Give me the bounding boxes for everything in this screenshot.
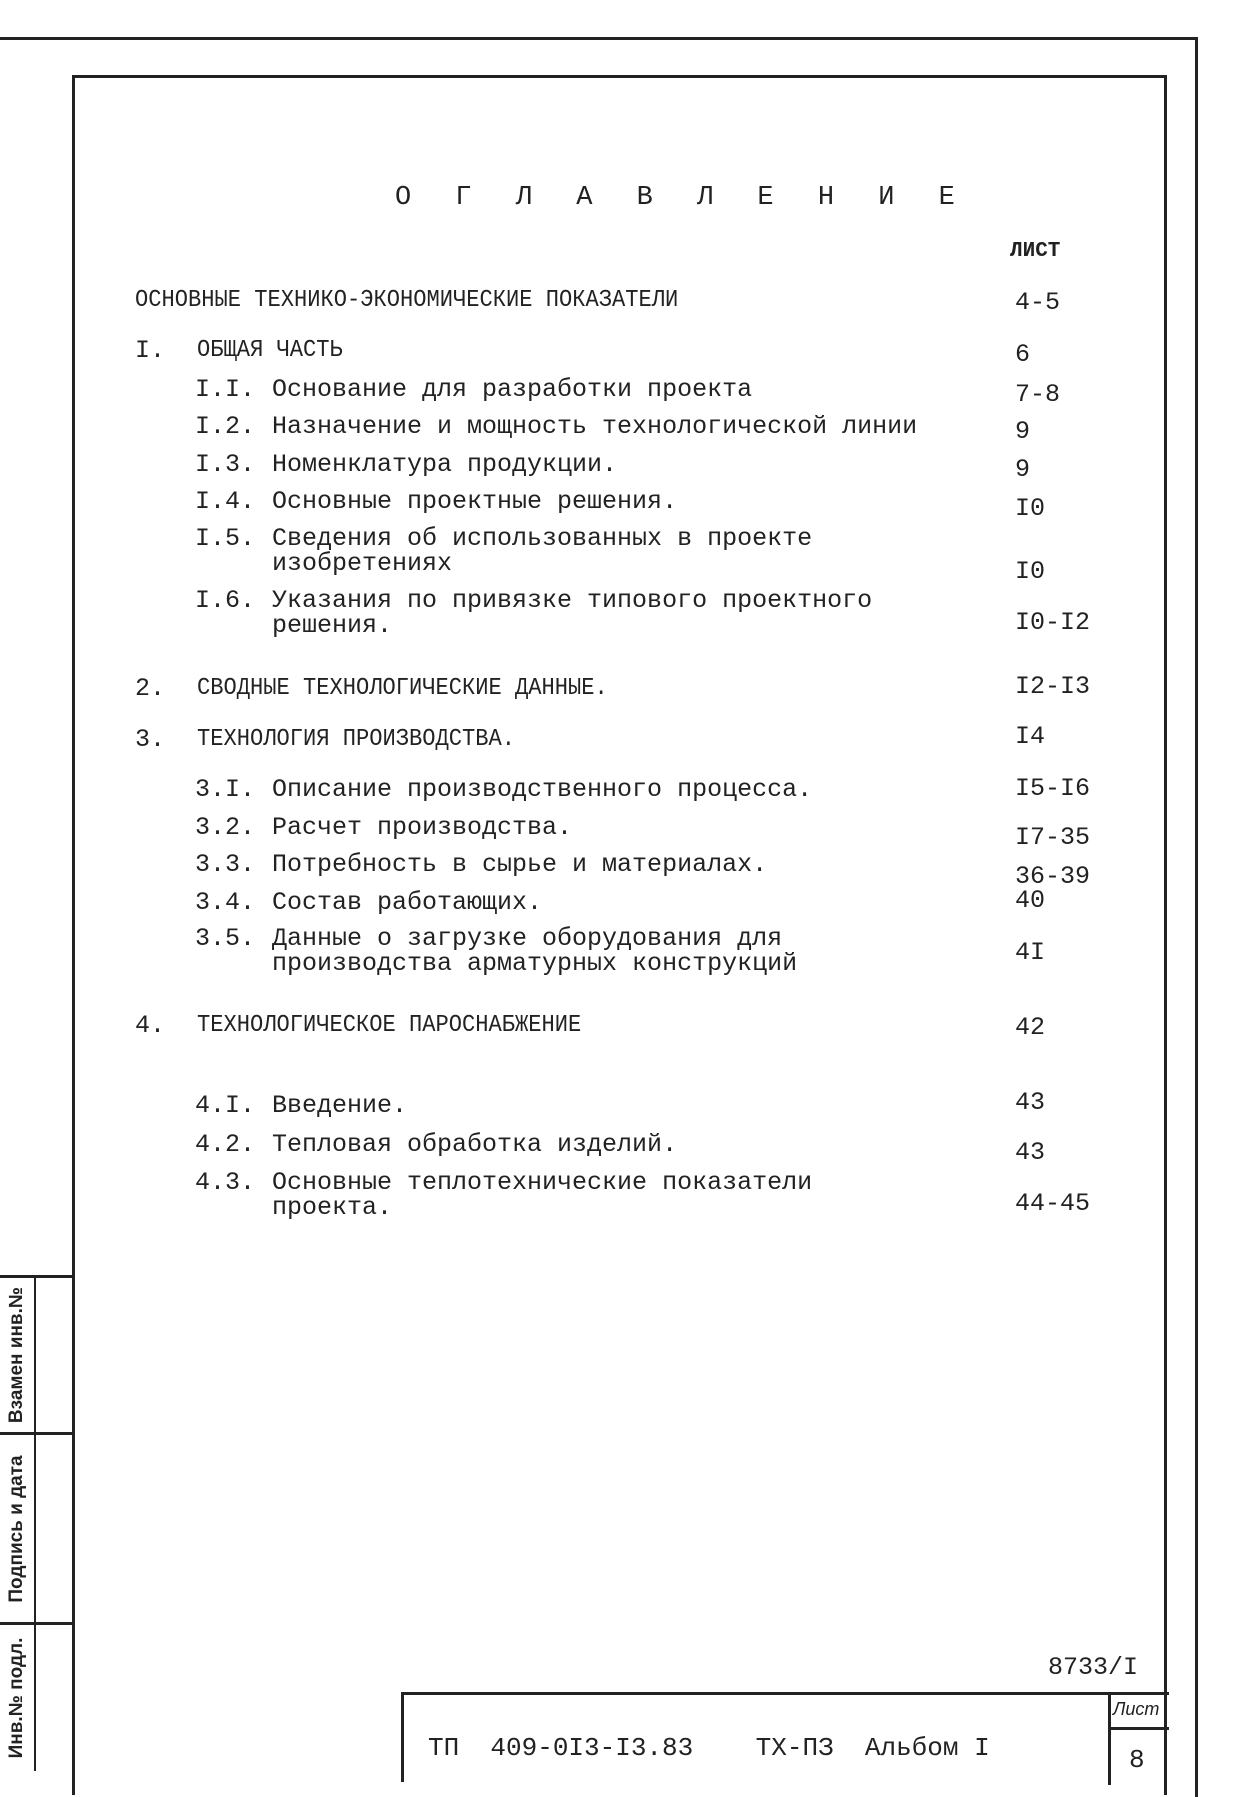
toc-entry-title: ОСНОВНЫЕ ТЕХНИКО-ЭКОНОМИЧЕСКИЕ ПОКАЗАТЕЛИ	[135, 287, 679, 314]
toc-entry-title: Состав работающих.	[272, 888, 543, 917]
toc-entry-pages: 4I	[1015, 938, 1046, 967]
sheet-divider	[1111, 1727, 1169, 1730]
toc-entry-pages: 36-39	[1015, 862, 1091, 891]
toc-entry-number: I.6.	[195, 586, 256, 615]
sheet-cell	[1108, 1695, 1169, 1785]
stamp-replace-inv-label: Взамен инв.№	[6, 1286, 27, 1424]
toc-entry-pages: 7-8	[1015, 380, 1061, 409]
toc-entry-title: Описание производственного процесса.	[272, 775, 813, 804]
toc-entry-pages: I7-35	[1015, 823, 1091, 852]
stamp-inv-original	[0, 1622, 72, 1771]
toc-entry-title: Основные теплотехнические показатели проекта.	[272, 1168, 813, 1222]
stamp-replace-inv	[0, 1275, 72, 1432]
page-title: О Г Л А В Л Е Н И Е	[395, 183, 969, 213]
toc-entry-title: Расчет производства.	[272, 813, 573, 842]
toc-entry-number: 4.	[135, 1011, 166, 1040]
toc-entry-number: 2.	[135, 674, 166, 703]
toc-entry-number: I.5.	[195, 524, 256, 553]
toc-entry-title: ТЕХНОЛОГИЧЕСКОЕ ПАРОСНАБЖЕНИЕ	[197, 1012, 582, 1039]
toc-entry-title: СВОДНЫЕ ТЕХНОЛОГИЧЕСКИЕ ДАННЫЕ.	[197, 675, 608, 702]
toc-entry-title: Тепловая обработка изделий.	[272, 1130, 678, 1159]
toc-entry-pages: 4-5	[1015, 288, 1061, 317]
toc-entry-number: 4.2.	[195, 1130, 256, 1159]
toc-entry-pages: 43	[1015, 1138, 1046, 1167]
toc-entry-number: 3.5.	[195, 924, 256, 953]
toc-entry-title: Указания по привязке типового проектного решения.	[272, 586, 873, 640]
toc-entry-title: Данные о загрузке оборудования для производства арматурных конструкций	[272, 924, 798, 978]
page-column-header: ЛИСТ	[1010, 240, 1061, 263]
toc-entry-pages: I0-I2	[1015, 608, 1091, 637]
toc-entry-pages: 9	[1015, 455, 1031, 484]
toc-entry-number: 3.2.	[195, 813, 256, 842]
stamp-inv-original-label: Инв.№ подл.	[6, 1637, 27, 1759]
toc-entry-number: I.2.	[195, 412, 256, 441]
toc-entry-pages: I0	[1015, 557, 1046, 586]
toc-entry-number: 3.4.	[195, 888, 256, 917]
toc-entry-title: Потребность в сырье и материалах.	[272, 850, 768, 879]
toc-entry-pages: I2-I3	[1015, 672, 1091, 701]
toc-entry-pages: 6	[1015, 340, 1031, 369]
toc-entry-pages: 40	[1015, 886, 1046, 915]
document-code: ТП 409-0I3-I3.83 ТХ-ПЗ Альбом I	[428, 1733, 990, 1763]
side-stamp	[0, 1275, 72, 1771]
toc-entry-title: Номенклатура продукции.	[272, 450, 618, 479]
toc-entry-number: 3.I.	[195, 775, 256, 804]
toc-entry-title: Назначение и мощность технологической линии	[272, 412, 918, 441]
sheet-label: Лист	[1113, 1699, 1160, 1719]
toc-entry-pages: 43	[1015, 1088, 1046, 1117]
toc-entry-title: ТЕХНОЛОГИЯ ПРОИЗВОДСТВА.	[197, 726, 516, 753]
document-number: 8733/I	[1048, 1653, 1139, 1682]
toc-entry-number: I.3.	[195, 450, 256, 479]
toc-entry-pages: I0	[1015, 494, 1046, 523]
toc-entry-number: I.	[135, 336, 166, 365]
toc-entry-number: 3.3.	[195, 850, 256, 879]
toc-entry-number: 3.	[135, 725, 166, 754]
title-block	[401, 1692, 1169, 1782]
toc-entry-pages: 42	[1015, 1013, 1046, 1042]
toc-entry-title: Введение.	[272, 1091, 408, 1120]
toc-entry-number: I.I.	[195, 375, 256, 404]
toc-entry-title: Основание для разработки проекта	[272, 375, 753, 404]
toc-entry-title: ОБЩАЯ ЧАСТЬ	[197, 337, 343, 364]
sheet-number: 8	[1129, 1745, 1145, 1775]
toc-entry-title: Сведения об использованных в проекте изобретениях	[272, 524, 813, 578]
toc-entry-pages: 44-45	[1015, 1189, 1091, 1218]
toc-entry-number: I.4.	[195, 487, 256, 516]
stamp-signature-date-label: Подпись и дата	[6, 1454, 27, 1603]
toc-entry-title: Основные проектные решения.	[272, 487, 678, 516]
toc-entry-pages: I4	[1015, 722, 1046, 751]
toc-entry-pages: I5-I6	[1015, 774, 1091, 803]
toc-entry-number: 4.3.	[195, 1168, 256, 1197]
stamp-signature-date	[0, 1432, 72, 1622]
toc-entry-number: 4.I.	[195, 1091, 256, 1120]
toc-entry-pages: 9	[1015, 417, 1031, 446]
